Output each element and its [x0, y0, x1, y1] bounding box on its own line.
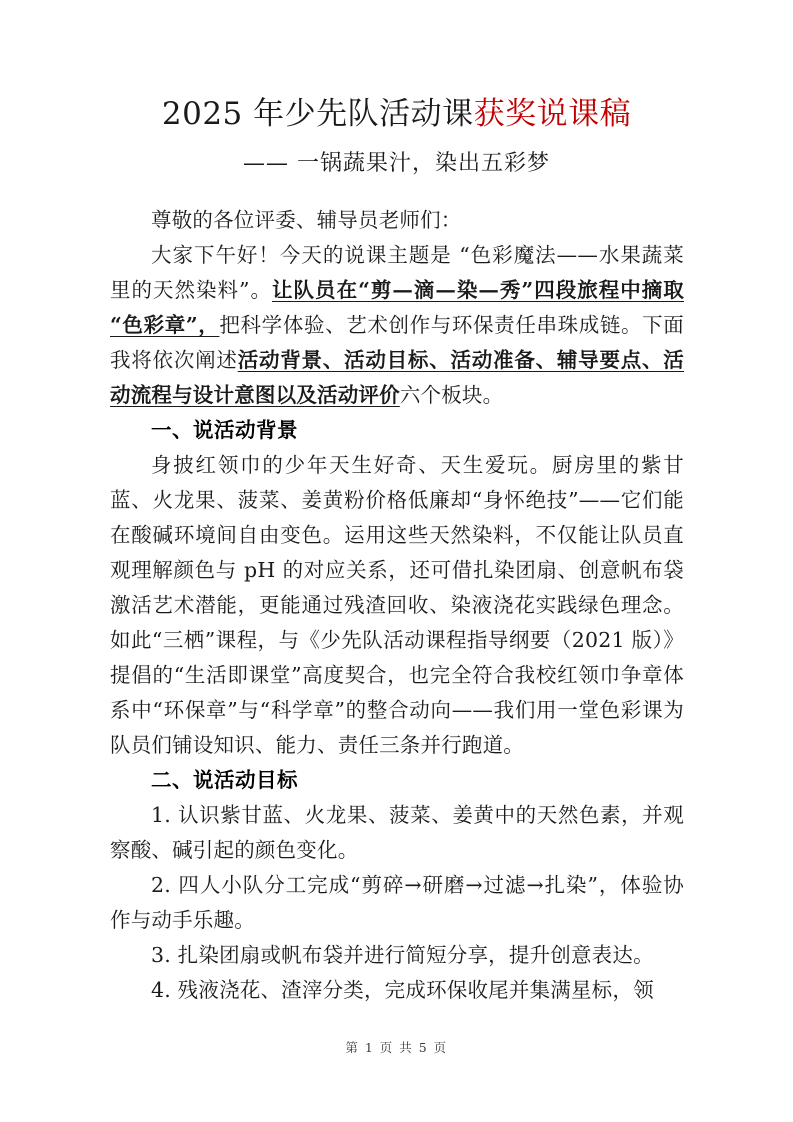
- page-title: [60, 92, 733, 136]
- intro-part-4-emphasis: 活动背景、活动目标、活动准备、辅导要点、活动流程与设计意图以及活动评价: [110, 348, 684, 407]
- intro-part-1: 大家下午好！今天的说课主题是 “色彩魔法——水果蔬菜里的天然染料”。: [110, 243, 684, 302]
- page-footer: [0, 1038, 793, 1056]
- document-body: [110, 203, 684, 1008]
- page-subtitle: —— 一锅蔬果汁，染出五彩梦: [243, 151, 550, 176]
- objective-item-4: 4. 残液浇花、渣滓分类，完成环保收尾并集满星标，领: [151, 978, 654, 1002]
- intro-part-3: 把科学体验、艺术创作与环保责任串珠成链。下面我将依次阐述: [110, 313, 684, 372]
- salutation-paragraph: 尊敬的各位评委、辅导员老师们：: [151, 208, 462, 232]
- title-block: [60, 92, 733, 180]
- page-title-black-part: 2025 年少先队活动课: [161, 96, 474, 132]
- page-number-label: 第 1 页 共 5 页: [345, 1040, 448, 1055]
- objective-item-2: 2. 四人小队分工完成“剪碎→研磨→过滤→扎染”，体验协作与动手乐趣。: [110, 873, 684, 932]
- section-heading-2: 二、说活动目标: [151, 768, 298, 792]
- section-heading-1: 一、说活动背景: [151, 418, 298, 442]
- intro-part-2-emphasis: 让队员在“剪—滴—染—秀”四段旅程中摘取 “色彩章”，: [110, 278, 684, 337]
- objective-item-1: 1. 认识紫甘蓝、火龙果、菠菜、姜黄中的天然色素，并观察酸、碱引起的颜色变化。: [110, 803, 684, 862]
- objective-item-3: 3. 扎染团扇或帆布袋并进行简短分享，提升创意表达。: [151, 943, 654, 967]
- intro-paragraph: [110, 238, 684, 413]
- section-1-paragraph: 身披红领巾的少年天生好奇、天生爱玩。厨房里的紫甘蓝、火龙果、菠菜、姜黄粉价格低廉却“身怀绝技”——它们能在酸碱环境间自由变色。运用这些天然染料，不仅能让队员直观理解颜色与 pH 的对应关系，还可借扎染团扇、创意帆布袋激活艺术潜能，更能通过残渣回收、染液浇花实践绿色理念。如此“三栖”课程，与《少先队活动课程指导纲要（2021 版）》提倡的“生活即课堂”高度契合，也完全符合我校红领巾争章体系中“环保章”与“科学章”的整合动向——我们用一堂色彩课为队员们铺设知识、能力、责任三条并行跑道。: [110, 453, 684, 757]
- page-title-red-part: 获奖说课稿: [473, 96, 632, 132]
- intro-part-5: 六个板块。: [399, 383, 504, 407]
